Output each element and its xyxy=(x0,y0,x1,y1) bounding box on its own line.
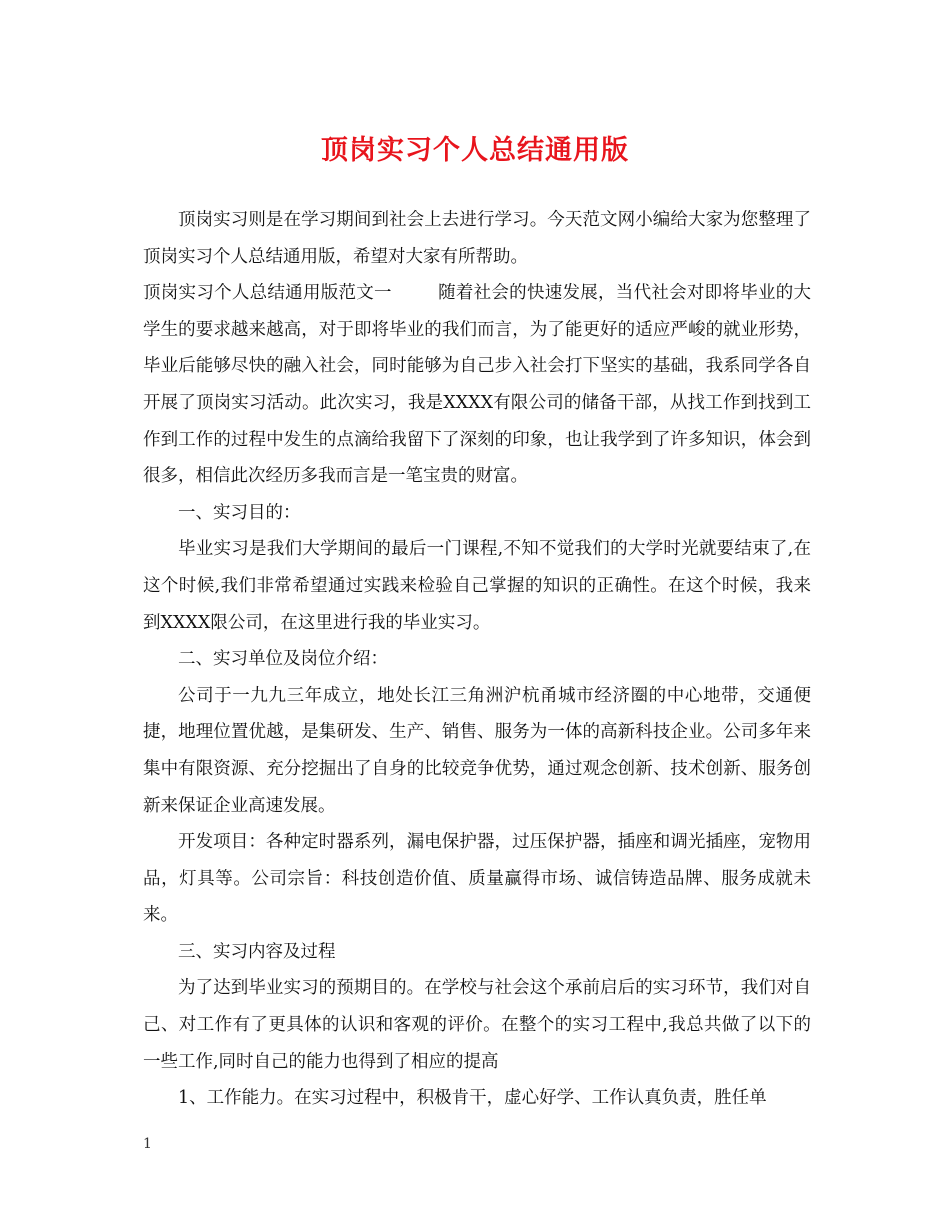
page-number: 1 xyxy=(143,1136,152,1152)
intro-paragraph: 顶岗实习则是在学习期间到社会上去进行学习。今天范文网小编给大家为您整理了顶岗实习个人总结通用版，希望对大家有所帮助。 xyxy=(143,210,811,267)
section3-paragraph-intro: 为了达到毕业实习的预期目的。在学校与社会这个承前启后的实习环节，我们对自己、对工作有了更具体的认识和客观的评价。在整个的实习工程中,我总共做了以下的一些工作,同时自己的能力也得到了相应的提高 xyxy=(143,978,811,1072)
section3-heading: 三、实习内容及过程 xyxy=(178,941,336,962)
section2-paragraph-company: 公司于一九九三年成立，地处长江三角洲沪杭甬城市经济圈的中心地带，交通便捷，地理位置优越，是集研发、生产、销售、服务为一体的高新科技企业。公司多年来集中有限资源、充分挖掘出了自身的比较竞争优势，通过观念创新、技术创新、服务创新来保证企业高速发展。 xyxy=(143,685,811,816)
section1-heading: 一、实习目的： xyxy=(178,502,301,523)
document-title: 顶岗实习个人总结通用版 xyxy=(321,135,629,166)
sample-paragraph xyxy=(143,275,811,495)
section1-paragraph: 毕业实习是我们大学期间的最后一门课程,不知不觉我们的大学时光就要结束了,在这个时候,我们非常希望通过实践来检验自己掌握的知识的正确性。在这个时候，我来到XXXX限公司，在这里进行我的毕业实习。 xyxy=(143,539,811,633)
section2-heading: 二、实习单位及岗位介绍： xyxy=(178,649,388,670)
sample-heading: 顶岗实习个人总结通用版范文一 xyxy=(143,283,392,304)
sample-first-paragraph: 随着社会的快速发展，当代社会对即将毕业的大学生的要求越来越高，对于即将毕业的我们而言，为了能更好的适应严峻的就业形势，毕业后能够尽快的融入社会，同时能够为自己步入社会打下坚实的基础，我系同学各自开展了顶岗实习活动。此次实习，我是XXXX有限公司的储备干部，从找工作到找到工作到工作的过程中发生的点滴给我留下了深刻的印象，也让我学到了许多知识，体会到很多，相信此次经历多我而言是一笔宝贵的财富。 xyxy=(143,283,812,487)
document-body xyxy=(143,202,811,1117)
section2-paragraph-products: 开发项目：各种定时器系列，漏电保护器，过压保护器，插座和调光插座，宠物用品，灯具等。公司宗旨：科技创造价值、质量赢得市场、诚信铸造品牌、服务成就未来。 xyxy=(143,832,811,926)
section3-paragraph-ability: 1、工作能力。在实习过程中，积极肯干，虚心好学、工作认真负责，胜任单 xyxy=(178,1088,767,1109)
